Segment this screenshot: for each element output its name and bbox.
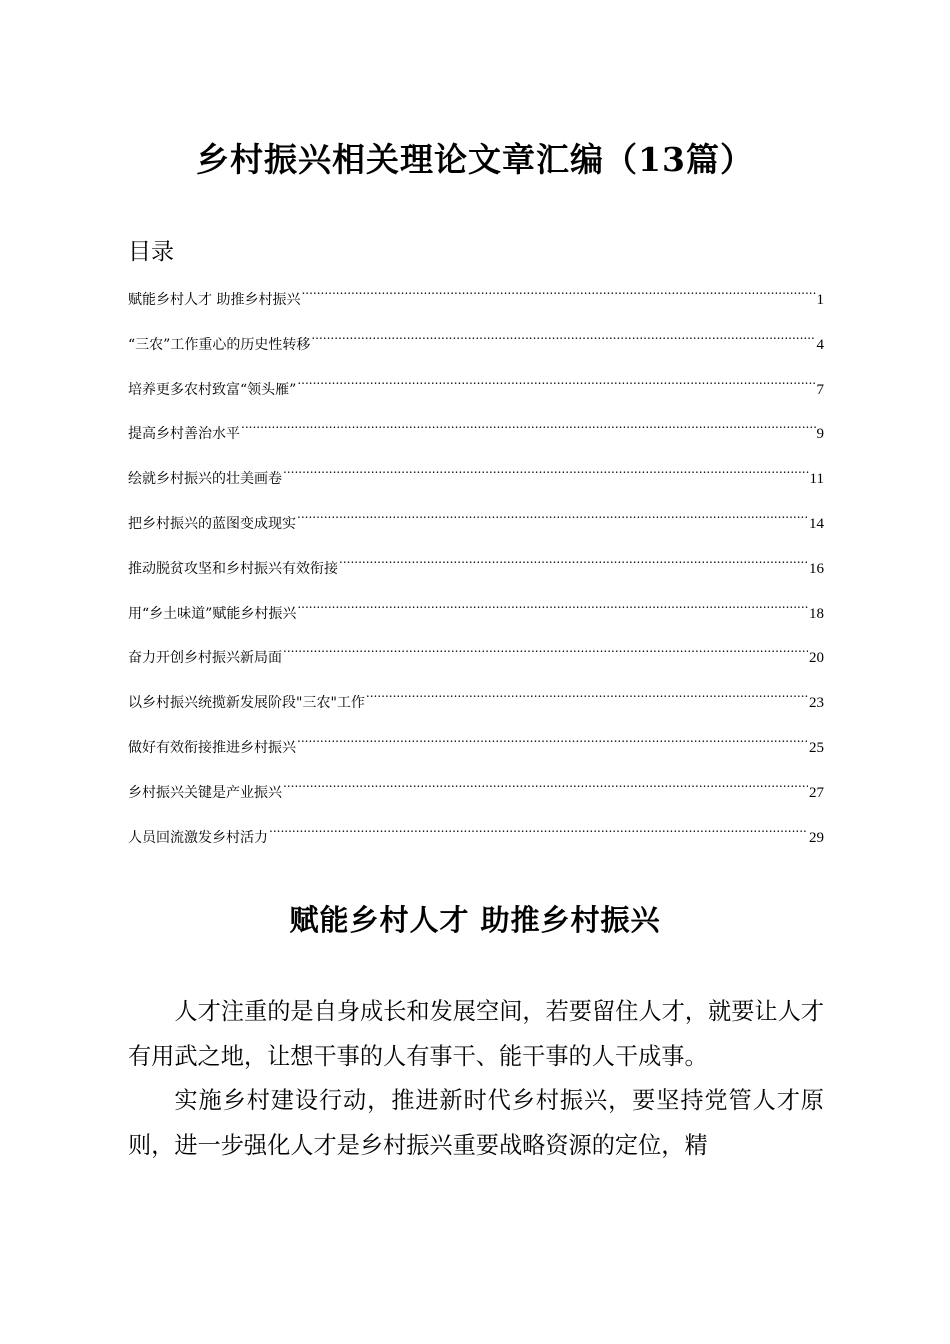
toc-entry[interactable] (128, 734, 824, 779)
toc-entry[interactable] (128, 644, 824, 689)
toc-entry-page: 16 (809, 560, 824, 577)
article-title: 赋能乡村人才 助推乡村振兴 (289, 903, 661, 937)
toc-entry-label: 做好有效衔接推进乡村振兴 (128, 739, 296, 756)
toc-entry[interactable] (128, 555, 824, 600)
toc-entry-page: 1 (816, 292, 824, 308)
toc-dot-leader (283, 467, 809, 483)
toc-dot-leader (366, 691, 808, 707)
toc-dot-leader (311, 333, 815, 349)
toc-entry-page: 27 (809, 784, 824, 801)
toc-entry-label: 把乡村振兴的蓝图变成现实 (128, 515, 296, 532)
toc-entry-page: 7 (816, 381, 824, 398)
toc-entry[interactable] (128, 600, 824, 645)
toc-dot-leader (297, 602, 808, 618)
toc-entry[interactable] (128, 286, 824, 331)
toc-dot-leader (283, 646, 808, 662)
toc-entry[interactable] (128, 689, 824, 734)
toc-entry-page: 23 (809, 695, 824, 712)
document-title: 乡村振兴相关理论文章汇编（13篇） (196, 140, 754, 179)
table-of-contents (128, 286, 824, 868)
toc-dot-leader (297, 378, 815, 394)
toc-entry-page: 18 (809, 605, 824, 622)
toc-entry-label: 乡村振兴关键是产业振兴 (128, 784, 282, 801)
toc-entry[interactable] (128, 779, 824, 824)
toc-entry[interactable] (128, 465, 824, 510)
toc-entry[interactable] (128, 376, 824, 421)
toc-heading: 目录 (128, 239, 174, 265)
toc-dot-leader (269, 826, 808, 842)
toc-dot-leader (301, 288, 815, 304)
toc-entry[interactable] (128, 510, 824, 555)
toc-entry[interactable] (128, 331, 824, 376)
toc-entry-page: 25 (809, 739, 824, 756)
toc-entry-label: 推动脱贫攻坚和乡村振兴有效衔接 (128, 560, 338, 577)
toc-entry-label: 绘就乡村振兴的壮美画卷 (128, 471, 282, 488)
toc-entry-page: 20 (809, 650, 824, 667)
toc-entry-label: 赋能乡村人才 助推乡村振兴 (128, 292, 301, 308)
toc-entry-page: 14 (809, 515, 824, 532)
toc-dot-leader (283, 781, 808, 797)
toc-entry-label: 以乡村振兴统揽新发展阶段"三农"工作 (128, 695, 365, 712)
body-paragraph: 人才注重的是自身成长和发展空间，若要留住人才，就要让人才有用武之地，让想干事的人有事干、能干事的人干成事。 (128, 998, 824, 1070)
toc-dot-leader (297, 512, 808, 528)
toc-dot-leader (241, 422, 816, 438)
toc-entry[interactable] (128, 824, 824, 869)
toc-entry-page: 4 (816, 336, 824, 353)
toc-entry-label: “三农”工作重心的历史性转移 (128, 336, 311, 353)
article-body (128, 990, 824, 1168)
toc-entry-page: 29 (809, 829, 824, 846)
toc-dot-leader (339, 557, 808, 573)
toc-dot-leader (297, 736, 808, 752)
toc-entry-label: 提高乡村善治水平 (128, 426, 240, 443)
toc-entry-page: 11 (809, 471, 824, 488)
toc-entry-page: 9 (816, 426, 824, 443)
toc-entry-label: 奋力开创乡村振兴新局面 (128, 650, 282, 667)
toc-entry-label: 人员回流激发乡村活力 (128, 829, 268, 846)
toc-entry-label: 用“乡土味道”赋能乡村振兴 (128, 605, 297, 622)
toc-entry-label: 培养更多农村致富“领头雁” (128, 381, 297, 398)
body-paragraph: 实施乡村建设行动，推进新时代乡村振兴，要坚持党管人才原则，进一步强化人才是乡村振兴重要战略资源的定位，精 (128, 1087, 824, 1159)
toc-entry[interactable] (128, 420, 824, 465)
